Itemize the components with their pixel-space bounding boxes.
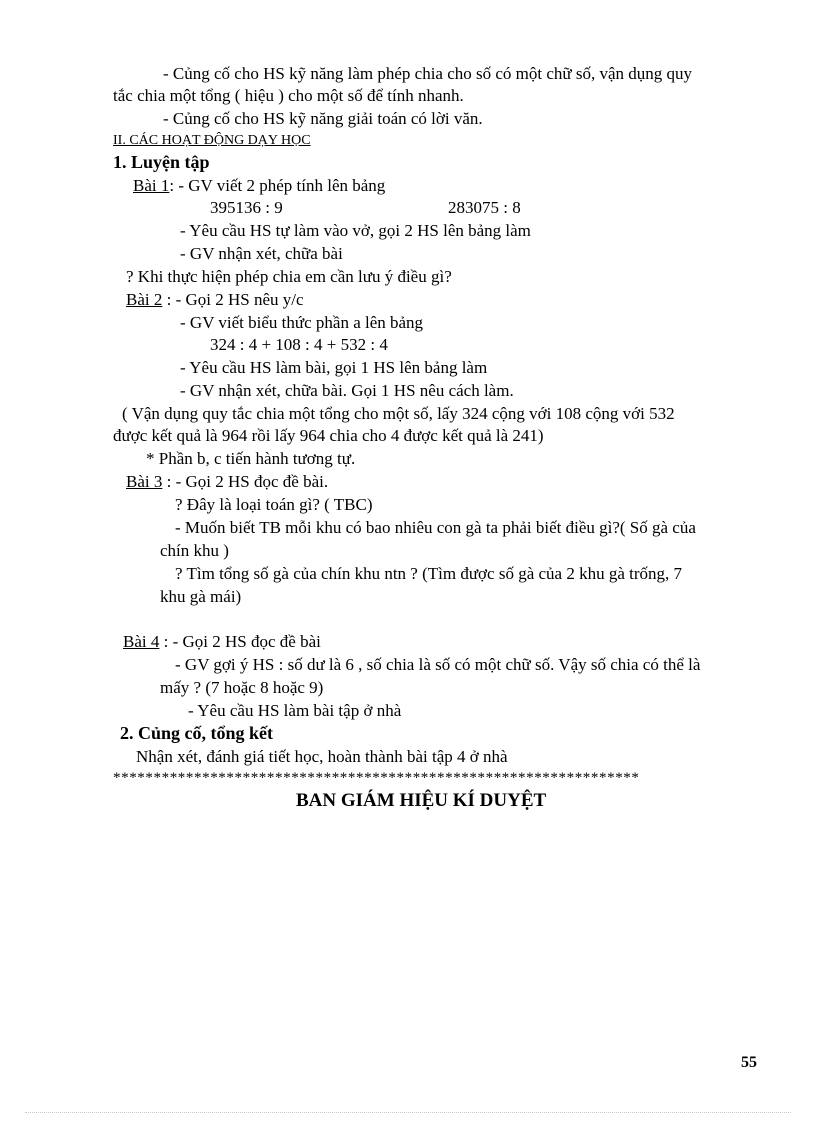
- bai4-homework: - Yêu cầu HS làm bài tập ở nhà: [188, 701, 402, 720]
- bai4-hint-b: mấy ? (7 hoặc 8 hoặc 9): [160, 678, 324, 697]
- bai1-line: [133, 175, 385, 197]
- bai4-line: [123, 631, 321, 653]
- bai3-intro: : - Gọi 2 HS đọc đề bài.: [162, 472, 329, 491]
- bai2-step-2: - Yêu cầu HS làm bài, gọi 1 HS lên bảng làm: [180, 358, 488, 377]
- bottom-dotted-rule: [25, 1112, 791, 1113]
- part-1-heading: 1. Luyện tập: [113, 152, 210, 172]
- bai2-note-3: * Phần b, c tiến hành tương tự.: [146, 449, 356, 468]
- bai1-step-1: - Yêu cầu HS tự làm vào vở, gọi 2 HS lên bảng làm: [180, 221, 531, 240]
- bai2-intro: : - Gọi 2 HS nêu y/c: [162, 290, 304, 309]
- bai4-hint-a: - GV gợi ý HS : số dư là 6 , số chia là số có một chữ số. Vậy số chia có thể là: [175, 655, 701, 674]
- objective-line-3: - Củng cố cho HS kỹ năng giải toán có lời văn.: [163, 109, 483, 128]
- approval-title: BAN GIÁM HIỆU KÍ DUYỆT: [296, 790, 547, 811]
- part-2-text: Nhận xét, đánh giá tiết học, hoàn thành bài tập 4 ở nhà: [136, 747, 508, 766]
- bai3-question-1: ? Đây là loại toán gì? ( TBC): [175, 495, 373, 514]
- bai1-expression-a: 395136 : 9: [210, 198, 283, 217]
- bai2-expression: 324 : 4 + 108 : 4 + 532 : 4: [210, 335, 388, 354]
- asterisk-separator: *****************************************************************: [113, 770, 640, 786]
- bai2-step-3: - GV nhận xét, chữa bài. Gọi 1 HS nêu cách làm.: [180, 381, 514, 400]
- bai2-label: Bài 2: [126, 290, 163, 309]
- bai3-question-3b: khu gà mái): [160, 587, 242, 606]
- bai1-label: Bài 1: [133, 176, 170, 195]
- bai1-step-2: - GV nhận xét, chữa bài: [180, 244, 343, 263]
- page-number: 55: [741, 1054, 757, 1071]
- bai3-line: [126, 471, 328, 493]
- bai1-expression-b: 283075 : 8: [448, 198, 521, 217]
- bai2-line: [126, 289, 304, 311]
- section-2-heading: II. CÁC HOẠT ĐỘNG DẠY HỌC: [113, 133, 311, 148]
- bai3-label: Bài 3: [126, 472, 163, 491]
- bai3-question-3a: ? Tìm tổng số gà của chín khu ntn ? (Tìm được số gà của 2 khu gà trống, 7: [175, 564, 683, 583]
- bai4-label: Bài 4: [123, 632, 160, 651]
- bai1-intro: : - GV viết 2 phép tính lên bảng: [169, 176, 386, 195]
- bai3-question-2a: - Muốn biết TB mỗi khu có bao nhiêu con gà ta phải biết điều gì?( Số gà của: [175, 518, 696, 537]
- bai1-question: ? Khi thực hiện phép chia em cần lưu ý điều gì?: [126, 267, 452, 286]
- bai2-note-1: ( Vận dụng quy tắc chia một tổng cho một số, lấy 324 cộng với 108 cộng với 532: [122, 404, 675, 423]
- bai2-step-1: - GV viết biểu thức phần a lên bảng: [180, 313, 424, 332]
- part-2-heading: 2. Củng cố, tổng kết: [120, 723, 274, 743]
- objective-line-2: tắc chia một tổng ( hiệu ) cho một số để tính nhanh.: [113, 86, 464, 105]
- bai3-question-2b: chín khu ): [160, 541, 229, 560]
- bai2-note-2: được kết quả là 964 rồi lấy 964 chia cho 4 được kết quả là 241): [113, 426, 544, 445]
- bai4-intro: : - Gọi 2 HS đọc đề bài: [159, 632, 321, 651]
- objective-line-1: - Củng cố cho HS kỹ năng làm phép chia cho số có một chữ số, vận dụng quy: [163, 64, 693, 83]
